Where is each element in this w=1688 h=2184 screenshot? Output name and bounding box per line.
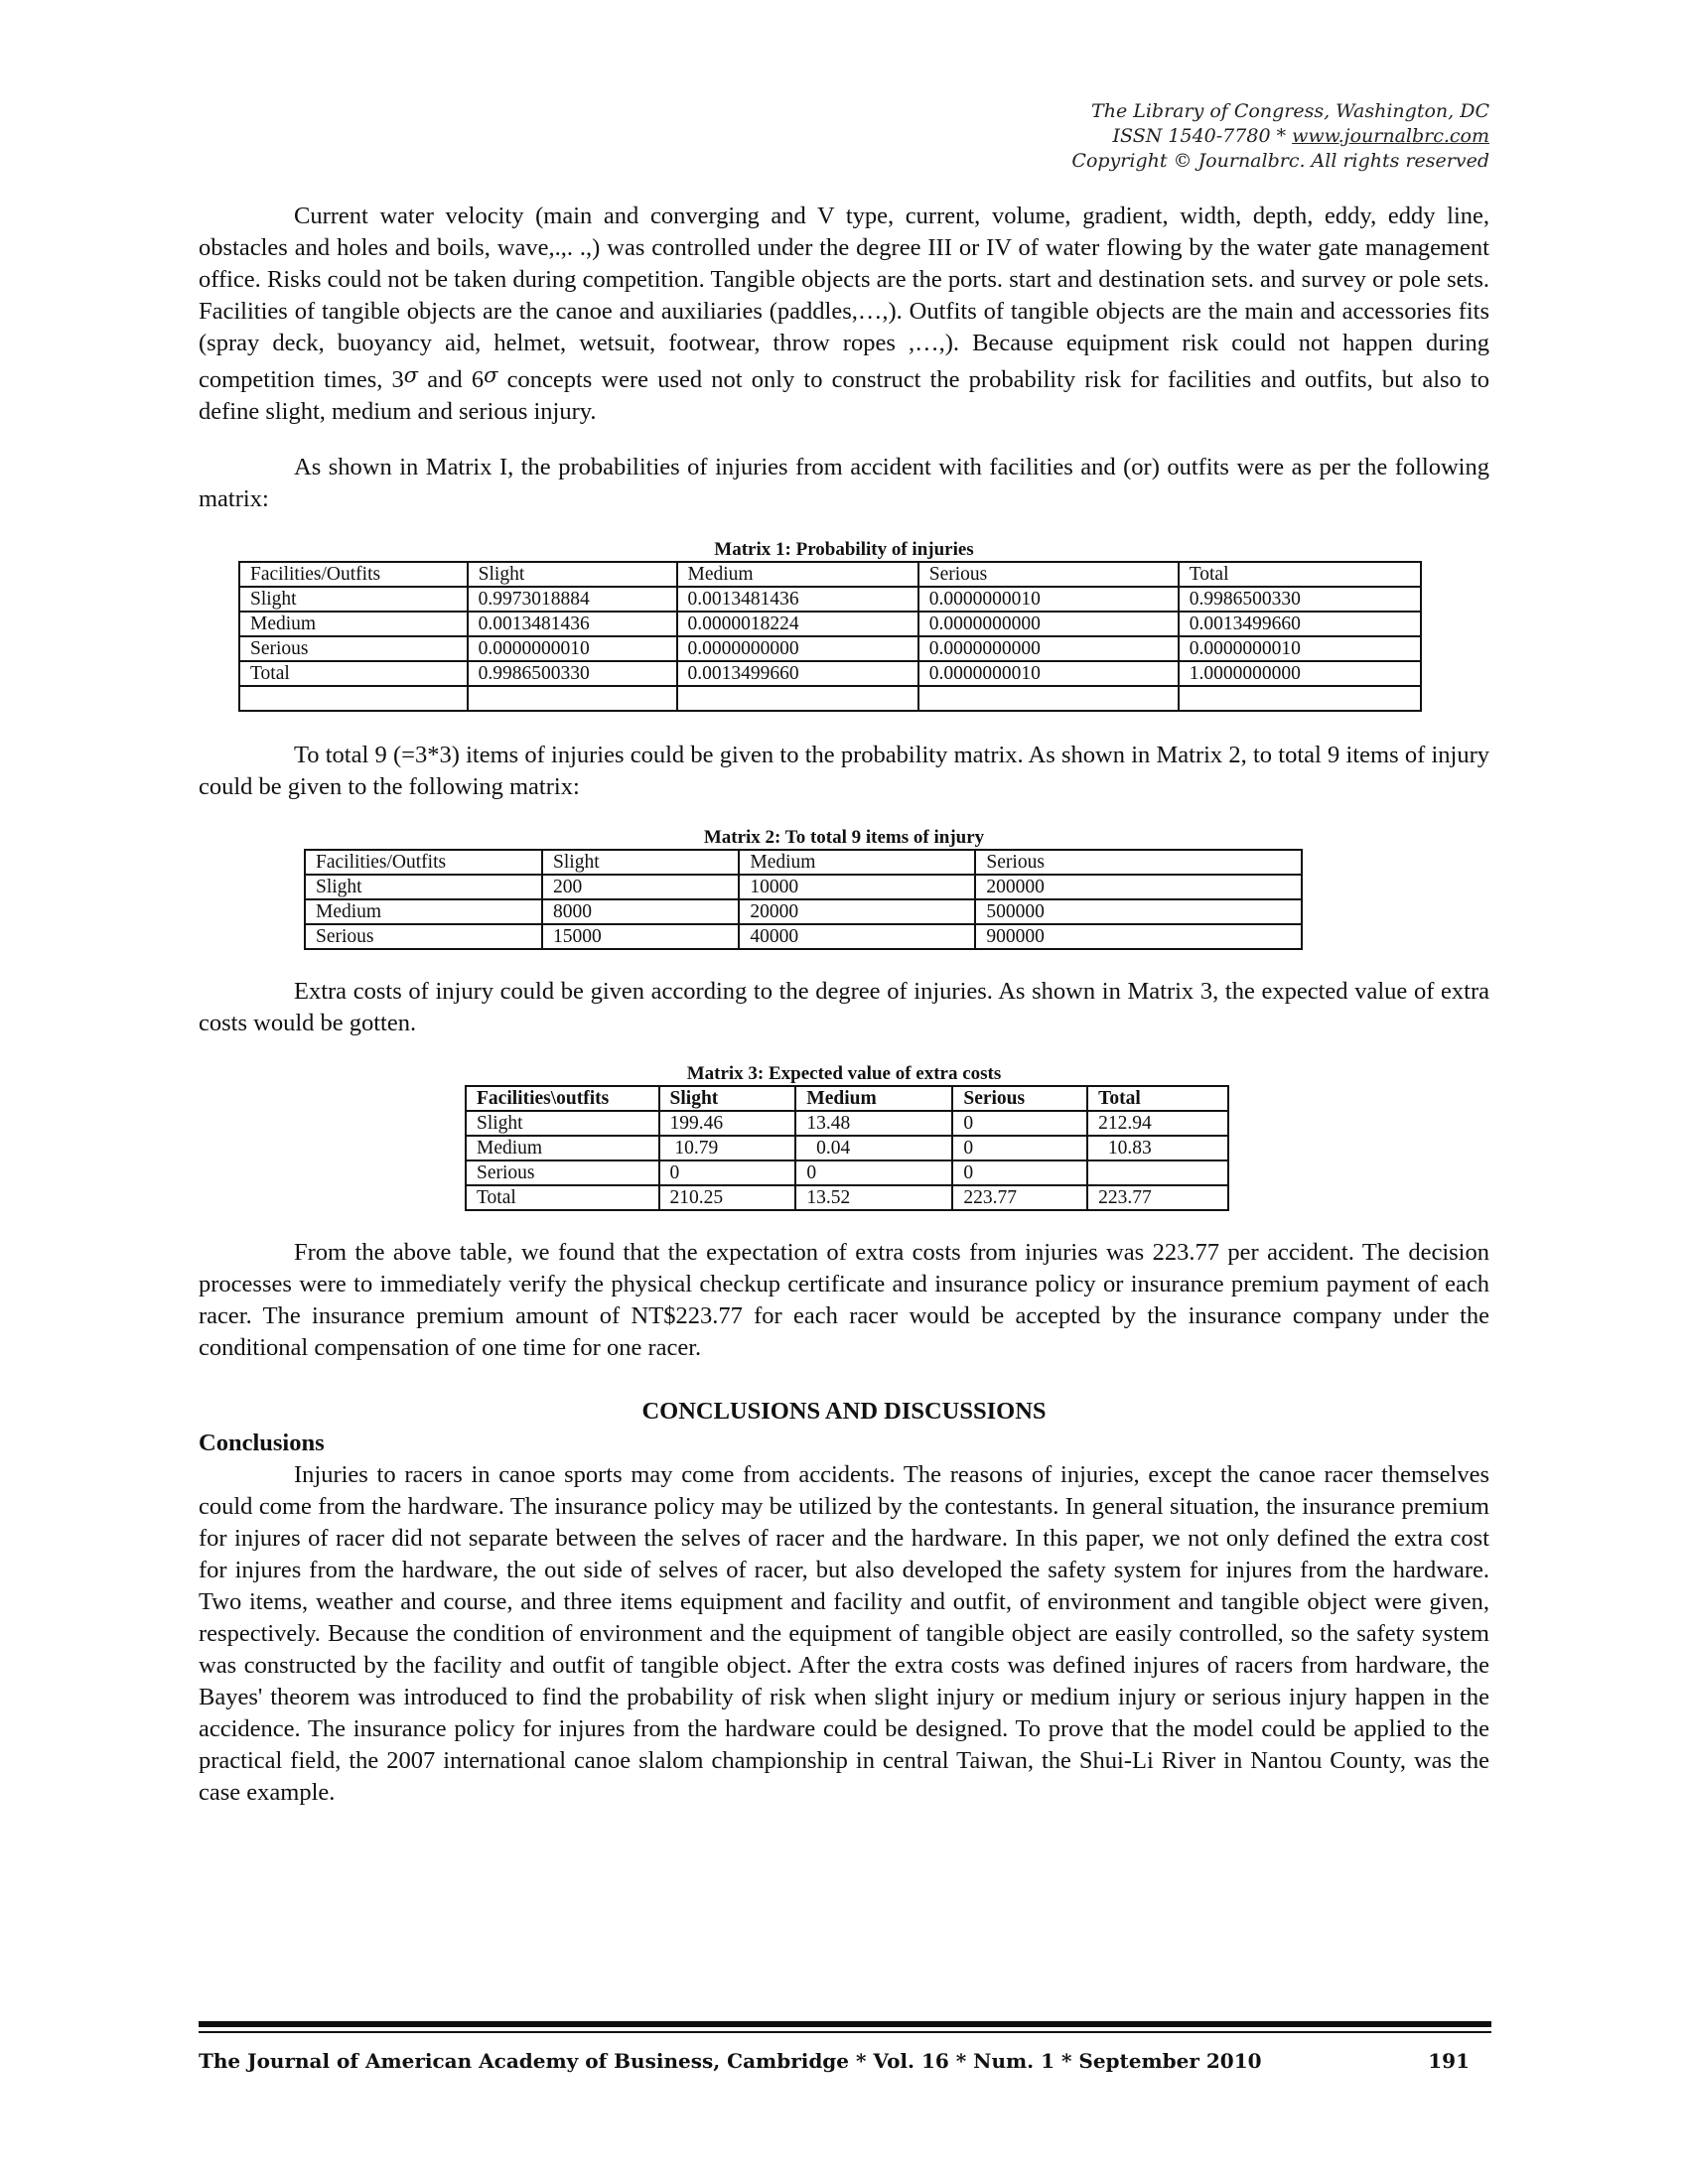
table-cell: Serious [466,1160,659,1185]
table-cell: 0 [659,1160,796,1185]
table-cell: 1.0000000000 [1179,661,1421,686]
table-cell: Medium [239,612,468,636]
table-cell [677,686,918,711]
table-cell: 13.48 [795,1111,952,1136]
table-cell: 500000 [975,899,1302,924]
table-header-cell: Facilities/Outfits [305,850,542,875]
table-row [239,661,1421,686]
table-cell: 0.0013499660 [677,661,918,686]
table-cell: 0.0000000000 [677,636,918,661]
table-cell: 0 [795,1160,952,1185]
table-cell: 0.0000000010 [1179,636,1421,661]
table-cell: 900000 [975,924,1302,949]
matrix1-table [238,561,1422,712]
paragraph-text: and 6 [418,366,485,393]
paragraph-conclusions: Injuries to racers in canoe sports may come from accidents. The reasons of injuries, except the canoe racer themselves could come from the hardware. The insurance policy may be utilized by the contestants. In general situation, the insurance premium for injures of racer did not separate between the selves of racer and the hardware. In this paper, we not only defined the extra cost for injures from the hardware, the out side of selves of racer, but also developed the safety system for injures from the hardware. Two items, weather and course, and three items equipment and facility and outfit, of environment and tangible object were given, respectively. Because the condition of environment and the equipment of tangible object are easily controlled, so the safety system was constructed by the facility and outfit of tangible object. After the extra costs was defined injures of racers from hardware, the Bayes' theorem was introduced to find the probability of risk when slight injury or medium injury or serious injury happen in the accidence. The insurance policy for injures from the hardware could be designed. To prove that the model could be applied to the practical field, the 2007 international canoe slalom championship in central Taiwan, the Shui-Li River in Nantou County, was the case example. [199,1461,1489,1806]
table-cell: Total [239,661,468,686]
matrix3-caption: Matrix 3: Expected value of extra costs [686,1063,1002,1084]
table-row [239,612,1421,636]
table-cell: 40000 [739,924,975,949]
paragraph-matrix3-intro: Extra costs of injury could be given according to the degree of injuries. As shown in Matrix 3, the expected value of extra costs would be gotten. [199,978,1489,1036]
paragraph-text: Current water velocity (main and converging and V type, current, volume, gradient, width, depth, eddy, eddy line, obstacles and holes and boils, wave,.,. .,) was controlled under the degree III or IV of water flowing by the water gate management office. Risks could not be taken during competition. Tangible objects are the ports. start and destination sets. and survey or pole sets. Facilities of tangible objects are the canoe and auxiliaries (paddles,…,). Outfits of tangible objects are the main and accessories fits (spray deck, buoyancy aid, helmet, wetsuit, footwear, throw ropes ,…,). Because equipment risk could not happen during competition times, 3 [199,203,1489,393]
footer-rule-thin [199,2031,1491,2033]
table-cell: Serious [305,924,542,949]
table-cell: 0.0000000010 [918,661,1179,686]
paragraph-water-velocity [199,201,1489,428]
table-header-cell: Medium [677,562,918,587]
table-header-cell: Slight [468,562,677,587]
table-cell: Slight [239,587,468,612]
table-header-cell: Serious [952,1086,1087,1111]
table-header-cell: Total [1087,1086,1228,1111]
table-header-row [305,850,1302,875]
table-header-cell: Facilities\outfits [466,1086,659,1111]
header-library-line: The Library of Congress, Washington, DC [1091,100,1489,122]
table-header-cell: Facilities/Outfits [239,562,468,587]
table-header-cell: Slight [659,1086,796,1111]
table-cell: 20000 [739,899,975,924]
footer-rule-thick [199,2021,1491,2027]
table-cell: 10000 [739,875,975,899]
header-website-link[interactable]: www.journalbrc.com [1292,125,1489,147]
table-cell: 212.94 [1087,1111,1228,1136]
table-row [305,899,1302,924]
table-cell: 0 [952,1160,1087,1185]
table-cell: 0.0000018224 [677,612,918,636]
table-cell: 223.77 [1087,1185,1228,1210]
table-cell [1087,1160,1228,1185]
table-cell: 15000 [542,924,739,949]
table-row [466,1160,1228,1185]
matrix3-table [465,1085,1229,1211]
table-cell [1179,686,1421,711]
table-cell: 200 [542,875,739,899]
subsection-title: Conclusions [199,1430,325,1456]
table-cell: 0.9973018884 [468,587,677,612]
table-cell: 0.0013481436 [677,587,918,612]
table-cell [239,686,468,711]
matrix1-caption: Matrix 1: Probability of injuries [714,539,974,560]
matrix3-block [199,1063,1489,1211]
header-issn: ISSN 1540-7780 * [1112,125,1293,147]
table-cell: 0.9986500330 [468,661,677,686]
table-header-cell: Serious [918,562,1179,587]
table-cell [918,686,1179,711]
section-title: CONCLUSIONS AND DISCUSSIONS [641,1398,1047,1425]
table-cell: 0 [952,1136,1087,1160]
table-cell: 0.0013481436 [468,612,677,636]
sigma-symbol: σ [484,363,498,387]
article-body [199,201,1489,1809]
table-row [239,636,1421,661]
table-header-cell: Medium [739,850,975,875]
table-row [305,875,1302,899]
matrix2-block [199,827,1489,950]
table-cell: Slight [305,875,542,899]
paragraph-matrix1-intro: As shown in Matrix I, the probabilities of injuries from accident with facilities and (or) outfits were as per the following matrix: [199,454,1489,512]
table-cell: 0.9986500330 [1179,587,1421,612]
table-cell: 223.77 [952,1185,1087,1210]
paragraph-expected-cost: From the above table, we found that the expectation of extra costs from injuries was 223.77 per accident. The decision processes were to immediately verify the physical checkup certificate and insurance policy or insurance premium payment of each racer. The insurance premium amount of NT$223.77 for each racer would be accepted by the insurance company under the conditional compensation of one time for one racer. [199,1239,1489,1361]
matrix2-caption: Matrix 2: To total 9 items of injury [703,827,985,848]
table-cell: 210.25 [659,1185,796,1210]
table-cell: 10.79 [659,1136,796,1160]
table-cell: 200000 [975,875,1302,899]
table-cell: 0.0013499660 [1179,612,1421,636]
table-row [466,1111,1228,1136]
paragraph-text: concepts were used not only to construct the probability risk for facilities and outfits, but also to define slight, medium and serious injury. [199,366,1489,425]
matrix2-table [304,849,1303,950]
table-cell: 0.0000000010 [468,636,677,661]
table-header-cell: Serious [975,850,1302,875]
table-row [466,1136,1228,1160]
table-row [305,924,1302,949]
paragraph-matrix2-intro: To total 9 (=3*3) items of injuries could be given to the probability matrix. As shown in Matrix 2, to total 9 items of injury could be given to the following matrix: [199,742,1489,800]
table-cell: 0.0000000000 [918,612,1179,636]
table-row [466,1185,1228,1210]
sigma-symbol: σ [403,363,419,387]
table-cell: Serious [239,636,468,661]
page-number: 191 [1428,2049,1470,2073]
table-cell: 0.04 [795,1136,952,1160]
table-cell: 0 [952,1111,1087,1136]
table-cell: Total [466,1185,659,1210]
table-cell: 13.52 [795,1185,952,1210]
table-cell [468,686,677,711]
table-cell: Slight [466,1111,659,1136]
table-cell: Medium [305,899,542,924]
table-cell: 10.83 [1087,1136,1228,1160]
table-header-cell: Total [1179,562,1421,587]
table-cell: 8000 [542,899,739,924]
running-footer [199,2048,1470,2074]
header-issn-line [1071,124,1489,149]
table-header-cell: Medium [795,1086,952,1111]
footer-journal: The Journal of American Academy of Business, Cambridge * Vol. 16 * Num. 1 * September 2010 [199,2049,1262,2073]
table-cell: 0.0000000010 [918,587,1179,612]
table-header-row [466,1086,1228,1111]
table-cell: 199.46 [659,1111,796,1136]
table-header-row [239,562,1421,587]
table-header-cell: Slight [542,850,739,875]
running-header [1071,99,1489,174]
table-row [239,587,1421,612]
header-copyright-line: Copyright © Journalbrc. All rights reserved [1071,150,1489,172]
table-cell: Medium [466,1136,659,1160]
table-cell: 0.0000000000 [918,636,1179,661]
matrix1-block [199,539,1489,712]
table-row [239,686,1421,711]
